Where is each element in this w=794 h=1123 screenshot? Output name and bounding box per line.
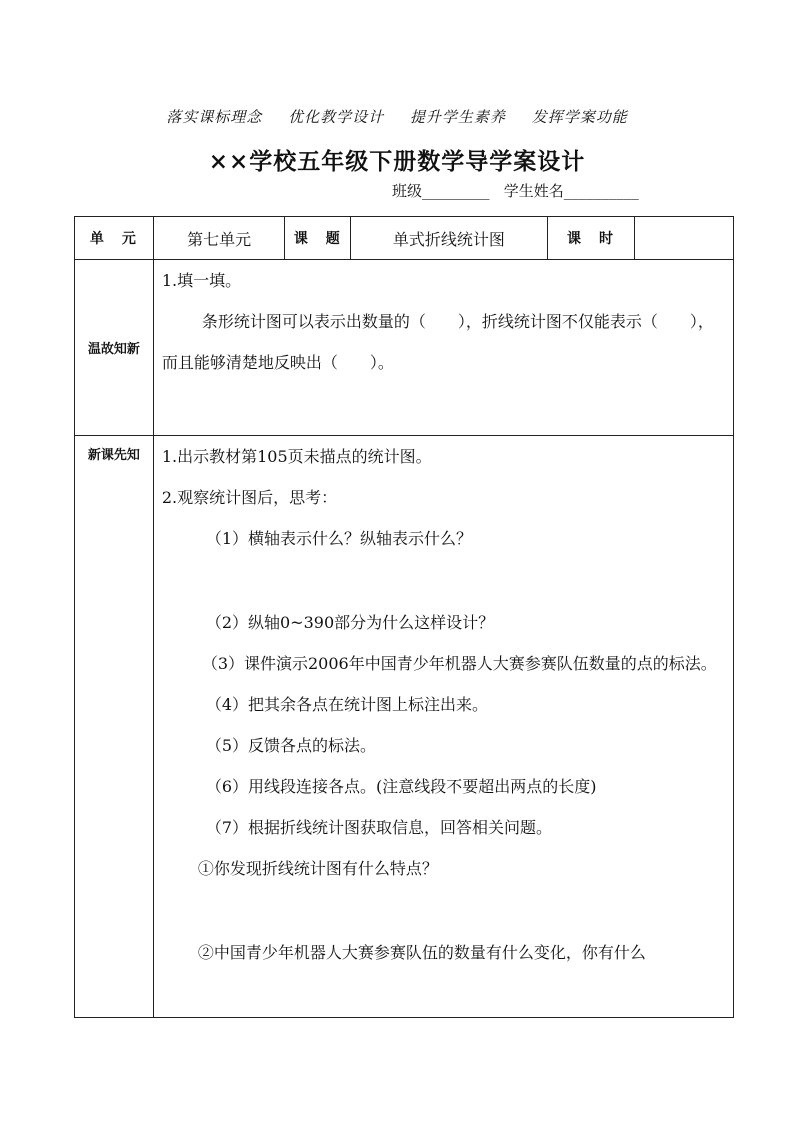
unit-value: 第七单元 (153, 217, 285, 260)
review-line: 1.填一填。 (161, 271, 242, 290)
slogan-item: 发挥学案功能 (531, 108, 628, 126)
topic-label: 课 题 (285, 217, 351, 260)
slogan-line (0, 106, 794, 127)
question-item: （1）横轴表示什么？纵轴表示什么？ (205, 529, 472, 548)
header-row (75, 217, 734, 260)
period-label: 课 时 (547, 217, 635, 260)
slogan-item: 优化教学设计 (288, 108, 385, 126)
class-student-info: 班级_________ 学生姓名__________ (392, 182, 639, 200)
lesson-table (74, 216, 734, 1018)
preview-line: 2.观察统计图后，思考： (161, 488, 338, 507)
review-row (75, 260, 734, 436)
slogan-item: 提升学生素养 (409, 108, 506, 126)
review-fill-text: 条形统计图可以表示出数量的（ ），折线统计图不仅能表示（ ），而且能够清楚地反映出（ ）。 (161, 312, 714, 372)
answer-space (162, 889, 725, 932)
preview-content (153, 436, 733, 1018)
review-content (153, 260, 733, 436)
period-value (635, 217, 734, 260)
question-item: （4）把其余各点在统计图上标注出来。 (205, 695, 488, 714)
preview-row (75, 436, 734, 1018)
sub-question: ①你发现折线统计图有什么特点？ (197, 859, 438, 878)
answer-space (162, 559, 725, 602)
slogan-item: 落实课标理念 (166, 108, 263, 126)
question-item: （6）用线段连接各点。(注意线段不要超出两点的长度) (205, 777, 597, 796)
document-title: ××学校五年级下册数学导学案设计 (208, 148, 586, 175)
question-item: （7）根据折线统计图获取信息，回答相关问题。 (205, 818, 552, 837)
unit-label: 单 元 (75, 217, 154, 260)
question-item: （5）反馈各点的标法。 (205, 736, 376, 755)
topic-value: 单式折线统计图 (351, 217, 547, 260)
sub-question: ②中国青少年机器人大赛参赛队伍的数量有什么变化，你有什么 (197, 943, 646, 962)
question-item: （2）纵轴0~390部分为什么这样设计？ (205, 613, 495, 632)
question-item: （3）课件演示2006年中国青少年机器人大赛参赛队伍数量的点的标法。 (201, 654, 717, 673)
preview-line: 1.出示教材第105页未描点的统计图。 (161, 447, 432, 466)
preview-label: 新课先知 (75, 436, 154, 1018)
review-label: 温故知新 (75, 260, 154, 436)
